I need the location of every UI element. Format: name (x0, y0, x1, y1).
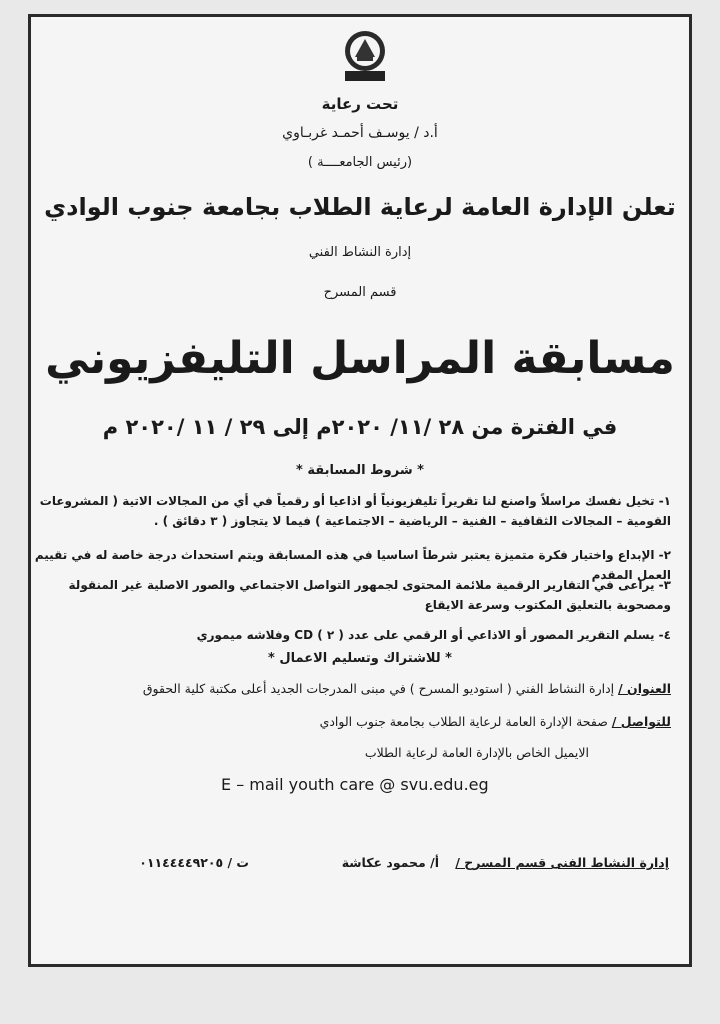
email-note: الايميل الخاص بالإدارة العامة لرعاية الطلاب (364, 745, 589, 760)
contact-row (31, 714, 671, 729)
contact-value: صفحة الإدارة العامة لرعاية الطلاب بجامعة جنوب الوادي (319, 714, 608, 729)
condition-item: ٢- الإبداع واختيار فكرة متميزة يعتبر شرطاً اساسيا في هذه المسابقة ويتم استحداث درجة خاصة له في تقييم العمل المقدم (34, 548, 671, 582)
address-row (31, 681, 671, 696)
president-name: أ.د / يوسـف أحمـد غربـاوي (282, 125, 438, 141)
document-frame (28, 14, 692, 967)
department-name: إدارة النشاط الفني (308, 245, 412, 260)
address-value: إدارة النشاط الفني ( استوديو المسرح ) في مبنى المدرجات الجديد أعلى مكتبة كلية الحقوق (142, 681, 615, 696)
document (31, 17, 689, 964)
submission-heading: * للاشتراك وتسليم الاعمال * (268, 651, 452, 666)
condition-item: ١- تخيل نفسك مراسلاً واصنع لنا تقريراً تليفزيونياً أو اذاعيا أو رقمياً في أي من المجالات الاتية ( المشروعات القومية – المجالات الثقافية – الفنية – الرياضية – الاجتماعية ) فيما لا يتجاوز ( ٣ دقائق ) . (39, 494, 671, 528)
address-label: العنوان / (618, 681, 671, 696)
announcement-heading: تعلن الإدارة العامة لرعاية الطلاب بجامعة جنوب الوادي (44, 193, 676, 221)
footer-phone: ت / ٠١١٤٤٤٤٩٢٠٥ (139, 855, 249, 870)
university-seal-logo (341, 27, 389, 87)
president-title: (رئيس الجامعــــة ) (307, 155, 413, 170)
condition-item: ٤- يسلم التقرير المصور أو الاذاعي أو الرقمي على عدد ( ٢ ) CD وفلاشه ميموري (196, 628, 671, 642)
sponsorship-label: تحت رعاية (321, 95, 399, 113)
footer-department: إدارة النشاط الفنى قسم المسرح / (455, 855, 669, 870)
conditions-heading: * شروط المسابقة * (296, 463, 424, 478)
footer-person: أ/ محمود عكاشة (341, 855, 439, 870)
competition-title: مسابقة المراسل التليفزيوني (45, 333, 675, 384)
condition-item: ٣- يراعى في التقارير الرقمية ملائمة المحتوى لجمهور التواصل الاجتماعي والصور الاصلية غير المنقولة ومصحوبة بالتعليق المكتوب وسرعة الايقاع (68, 578, 671, 612)
email-address: E – mail youth care @ svu.edu.eg (221, 775, 489, 794)
contact-label: للتواصل / (611, 714, 671, 729)
competition-period: في الفترة من ٢٨ /١١/ ٢٠٢٠م إلى ٢٩ / ١١ /٢٠٢٠ م (102, 415, 618, 439)
section-name: قسم المسرح (323, 285, 397, 300)
